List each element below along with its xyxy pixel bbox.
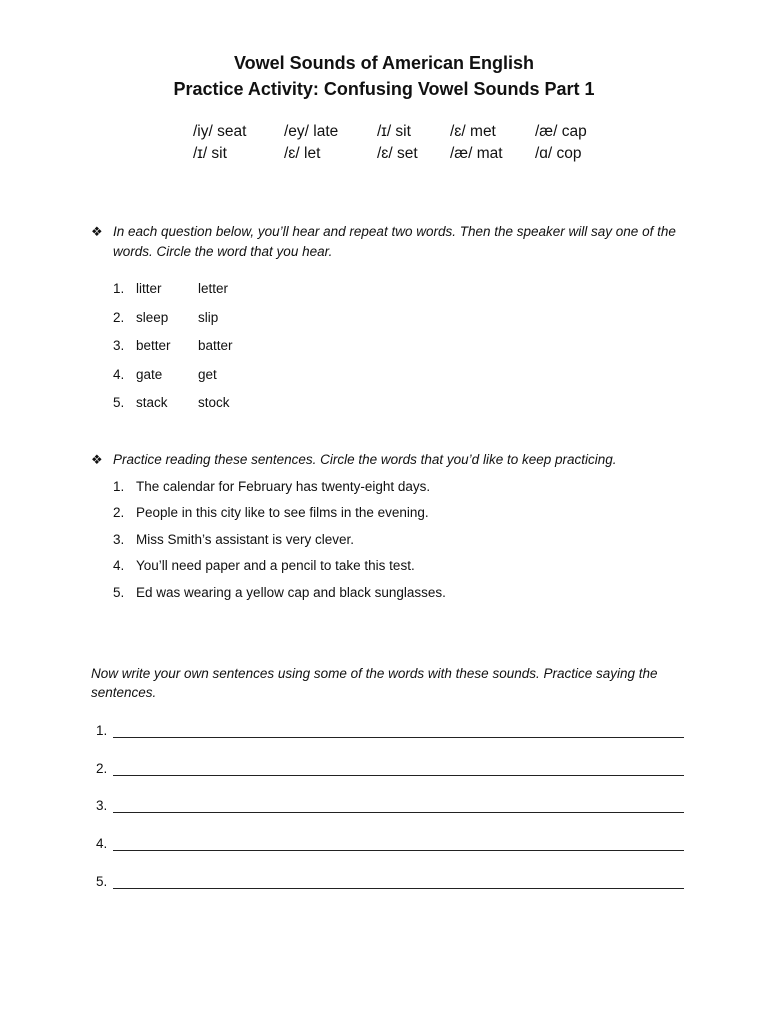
sound-symbol: /æ/ cap <box>535 123 587 140</box>
writing-line[interactable] <box>113 850 684 851</box>
sound-symbol: /ɛ/ let <box>284 145 321 162</box>
list-number: 4. <box>113 558 125 573</box>
list-number: 3. <box>113 338 125 353</box>
list-number: 2. <box>113 310 125 325</box>
list-number: 1. <box>113 281 125 296</box>
practice-sentence: Miss Smith’s assistant is very clever. <box>136 532 355 547</box>
sound-symbol: /ɑ/ cop <box>535 145 582 162</box>
sound-symbol: /iy/ seat <box>193 123 247 140</box>
sound-symbol: /æ/ mat <box>450 145 503 162</box>
line-number: 4. <box>96 836 108 851</box>
line-number: 2. <box>96 761 108 776</box>
writing-line[interactable] <box>113 775 684 776</box>
section2-instruction: Practice reading these sentences. Circle the words that you’d like to keep practicing. <box>113 452 617 467</box>
word-choice-b[interactable]: stock <box>198 395 230 410</box>
list-number: 2. <box>113 505 125 520</box>
list-number: 1. <box>113 479 125 494</box>
page-title: Vowel Sounds of American English <box>233 53 535 73</box>
line-number: 3. <box>96 798 108 813</box>
list-number: 5. <box>113 585 125 600</box>
word-choice-b[interactable]: get <box>198 367 217 382</box>
word-choice-a[interactable]: sleep <box>136 310 169 325</box>
sound-symbol: /ey/ late <box>284 123 339 140</box>
diamond-bullet-icon: ❖ <box>91 224 103 239</box>
word-choice-a[interactable]: gate <box>136 367 163 382</box>
practice-sentence: You’ll need paper and a pencil to take this test. <box>136 558 415 573</box>
word-choice-b[interactable]: slip <box>198 310 219 325</box>
line-number: 1. <box>96 723 108 738</box>
word-choice-b[interactable]: letter <box>198 281 229 296</box>
practice-sentence: The calendar for February has twenty-eight days. <box>136 479 431 494</box>
section1-instruction: In each question below, you’ll hear and repeat two words. Then the speaker will say one of the words. Circle the word that you hear. <box>113 224 676 259</box>
list-number: 4. <box>113 367 125 382</box>
sound-symbol: /ɛ/ set <box>377 145 418 162</box>
page-subtitle: Practice Activity: Confusing Vowel Sounds Part 1 <box>173 79 595 99</box>
word-choice-a[interactable]: stack <box>136 395 168 410</box>
sound-symbol: /ɪ/ sit <box>377 123 411 140</box>
writing-line[interactable] <box>113 888 684 889</box>
writing-line[interactable] <box>113 812 684 813</box>
writing-line[interactable] <box>113 737 684 738</box>
line-number: 5. <box>96 874 108 889</box>
word-choice-a[interactable]: litter <box>136 281 162 296</box>
sound-symbol: /ɛ/ met <box>450 123 496 140</box>
word-choice-a[interactable]: better <box>136 338 171 353</box>
sound-symbol: /ɪ/ sit <box>193 145 227 162</box>
list-number: 3. <box>113 532 125 547</box>
section3-instruction: Now write your own sentences using some of the words with these sounds. Practice saying the sentences. <box>91 666 658 700</box>
diamond-bullet-icon: ❖ <box>91 452 103 467</box>
practice-sentence: People in this city like to see films in the evening. <box>136 505 429 520</box>
list-number: 5. <box>113 395 125 410</box>
practice-sentence: Ed was wearing a yellow cap and black sunglasses. <box>136 585 446 600</box>
word-choice-b[interactable]: batter <box>198 338 233 353</box>
